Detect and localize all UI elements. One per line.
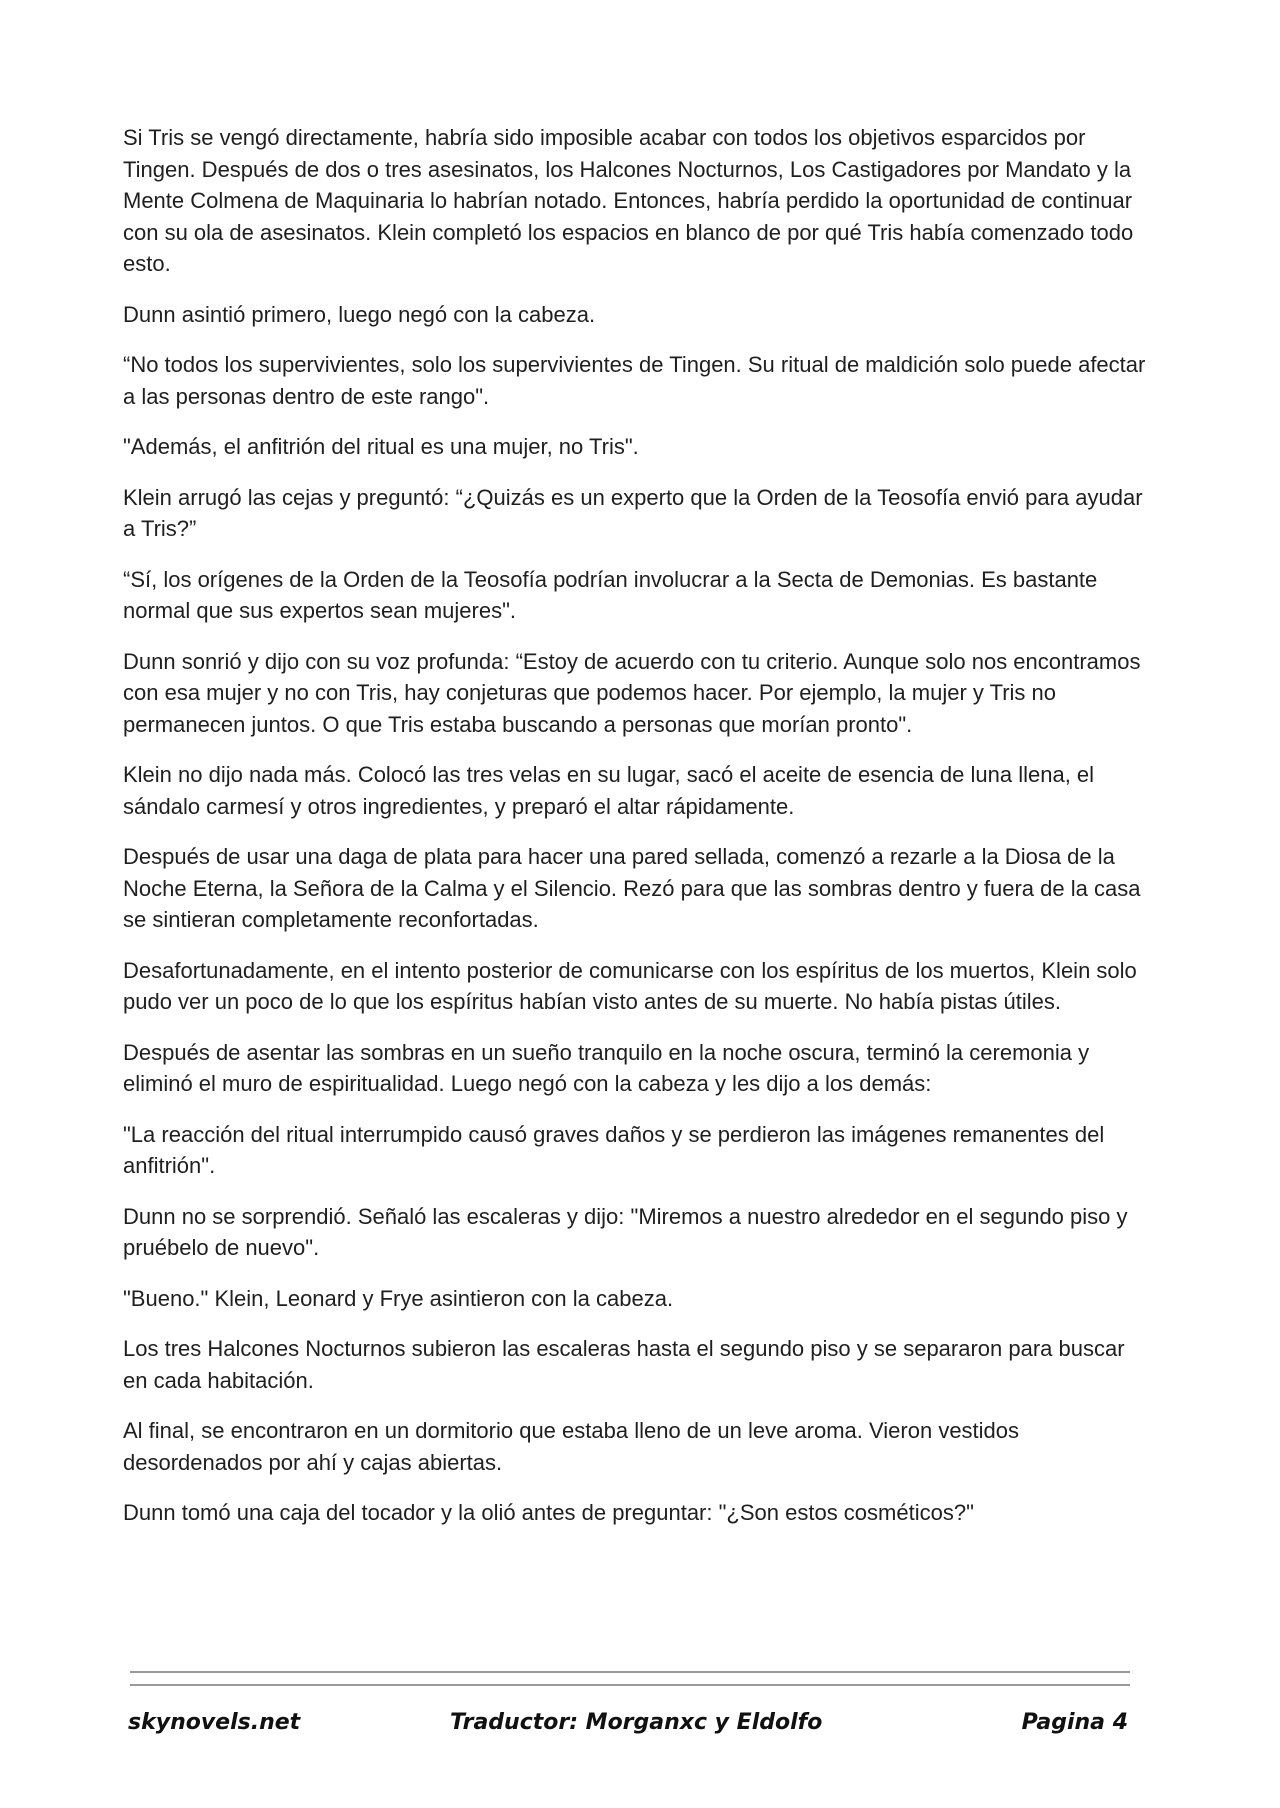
paragraph: Dunn no se sorprendió. Señaló las escaleras y dijo: "Miremos a nuestro alrededor en el segundo piso y pruébelo de nuevo". (123, 1203, 1128, 1260)
paragraph: Dunn sonrió y dijo con su voz profunda: “Estoy de acuerdo con tu criterio. Aunque solo nos encontramos con esa mujer y no con Tris, hay conjeturas que podemos hacer. Por ejemplo, la mujer y Tris no permanecen juntos. O que Tris estaba buscando a personas que morían pronto". (123, 648, 1141, 737)
footer-translator: Traductor: Morganxc y Eldolfo (450, 1710, 823, 1735)
footer-page-number: Pagina 4 (1021, 1710, 1128, 1735)
paragraph: Los tres Halcones Nocturnos subieron las escaleras hasta el segundo piso y se separaron para buscar en cada habitación. (123, 1336, 1125, 1393)
paragraph: Desafortunadamente, en el intento posterior de comunicarse con los espíritus de los muertos, Klein solo pudo ver un poco de lo que los espíritus habían visto antes de su muerte. No había pistas útiles. (123, 957, 1137, 1014)
paragraph: "Además, el anfitrión del ritual es una mujer, no Tris". (123, 434, 639, 459)
paragraph: "Bueno." Klein, Leonard y Frye asintieron con la cabeza. (123, 1285, 674, 1311)
paragraph: Dunn tomó una caja del tocador y la olió antes de preguntar: "¿Son estos cosméticos?" (123, 1500, 974, 1525)
page-footer (128, 1710, 1128, 1750)
paragraph: Después de asentar las sombras en un sueño tranquilo en la noche oscura, terminó la ceremonia y eliminó el muro de espiritualidad. Luego negó con la cabeza y les dijo a los demás: (123, 1039, 1090, 1096)
paragraph: Si Tris se vengó directamente, habría sido imposible acabar con todos los objetivos esparcidos por Tingen. Después de dos o tres asesinatos, los Halcones Nocturnos, Los Castigadores por Mandato y la Mente Colmena de Maquinaria lo habrían notado. Entonces, habría perdido la oportunidad de continuar con su ola de asesinatos. Klein completó los espacios en blanco de por qué Tris había comenzado todo esto. (123, 125, 1134, 276)
paragraph: Después de usar una daga de plata para hacer una pared sellada, comenzó a rezarle a la Diosa de la Noche Eterna, la Señora de la Calma y el Silencio. Rezó para que las sombras dentro y fuera de la casa se sintieran completamente reconfortadas. (123, 844, 1141, 932)
paragraph: “Sí, los orígenes de la Orden de la Teosofía podrían involucrar a la Secta de Demonias. Es bastante normal que sus expertos sean mujeres". (123, 566, 1098, 623)
paragraph: Klein arrugó las cejas y preguntó: “¿Quizás es un experto que la Orden de la Teosofía envió para ayudar a Tris?” (123, 484, 1143, 541)
paragraph: “No todos los supervivientes, solo los supervivientes de Tingen. Su ritual de maldición solo puede afectar a las personas dentro de este rango". (123, 352, 1146, 409)
footer-divider (130, 1671, 1130, 1673)
body-text (123, 122, 1153, 1548)
paragraph: Dunn asintió primero, luego negó con la cabeza. (123, 301, 596, 327)
paragraph: "La reacción del ritual interrumpido causó graves daños y se perdieron las imágenes remanentes del anfitrión". (123, 1121, 1105, 1178)
paragraph: Al final, se encontraron en un dormitorio que estaba lleno de un leve aroma. Vieron vestidos desordenados por ahí y cajas abiertas. (123, 1418, 1020, 1475)
paragraph: Klein no dijo nada más. Colocó las tres velas en su lugar, sacó el aceite de esencia de luna llena, el sándalo carmesí y otros ingredientes, y preparó el altar rápidamente. (123, 762, 1095, 819)
footer-divider (130, 1684, 1130, 1686)
footer-site: skynovels.net (128, 1710, 301, 1735)
